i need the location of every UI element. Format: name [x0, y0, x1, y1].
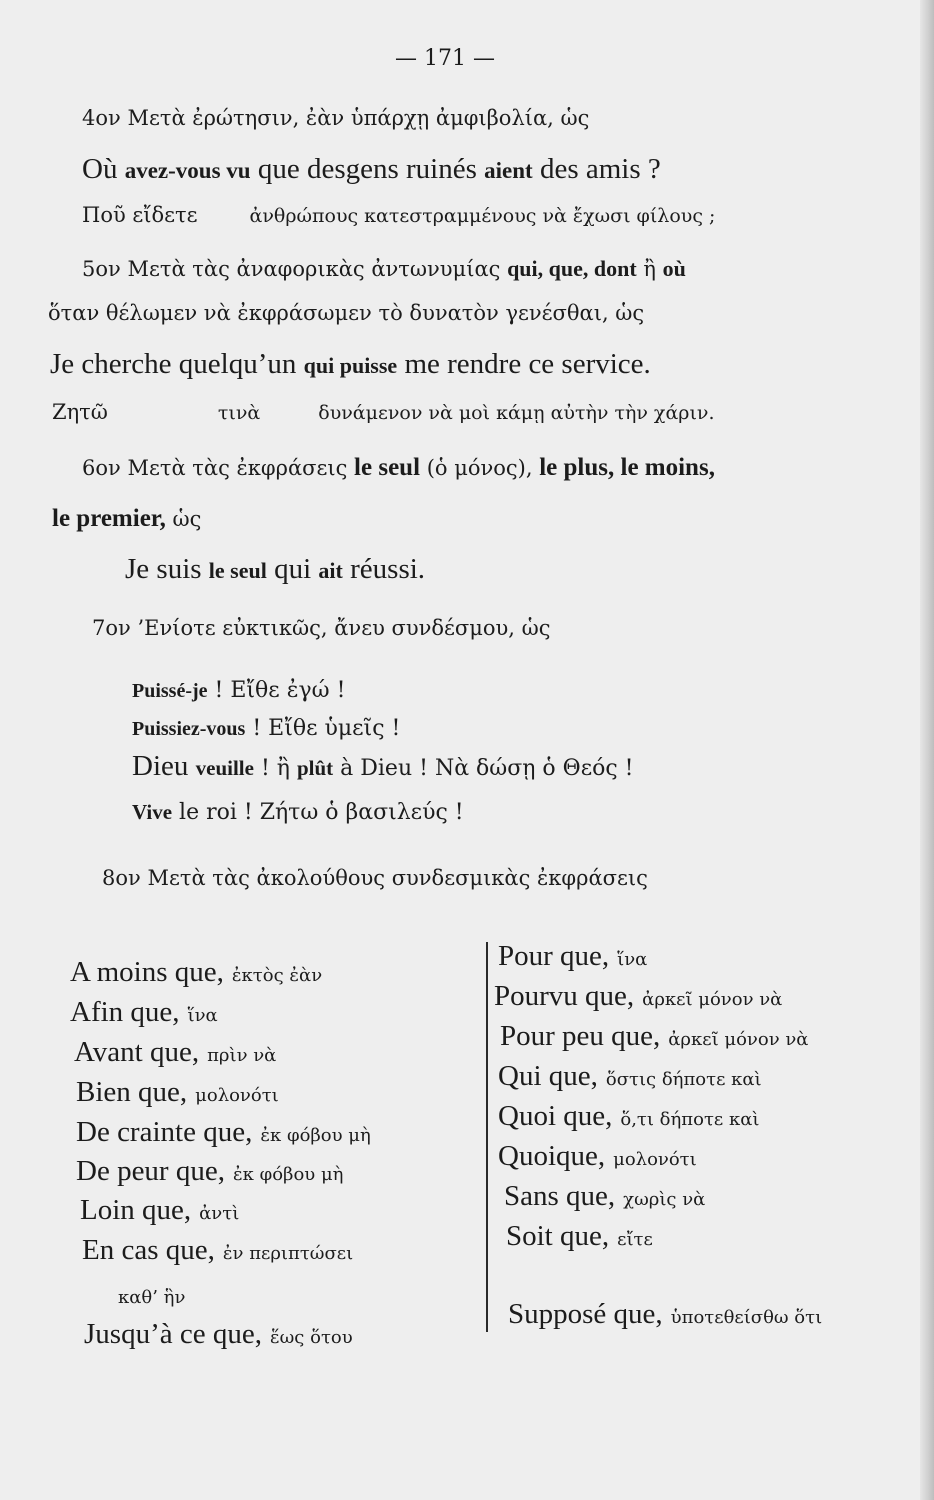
- rule6-heading: [82, 455, 715, 480]
- conjunction-greek: ἐκτὸς ἐὰν: [231, 965, 323, 986]
- conjunction-greek: ἐκ φόβου μὴ: [260, 1125, 371, 1146]
- rule7-ex2-rest: ! Εἴθε ὑμεῖς !: [245, 716, 401, 741]
- conjunction-right-0: [498, 942, 647, 971]
- rule7-ex4-rest: le roi ! Ζήτω ὁ βασιλεύς !: [172, 800, 464, 825]
- rule7-ex1-rest: ! Εἴθε ἐγώ !: [207, 678, 346, 703]
- rule7-example-1: [132, 678, 345, 702]
- conjunction-right-2: [500, 1022, 808, 1051]
- conjunction-greek: ἵνα: [617, 949, 648, 970]
- rule5-heading-c: ἢ: [636, 257, 663, 281]
- rule7-example-2: [132, 716, 400, 740]
- page-edge-shadow: [920, 0, 934, 1500]
- conjunction-right-1: [494, 982, 782, 1011]
- rule7-ex3-a: Dieu: [132, 750, 196, 782]
- conjunction-left-5: [76, 1157, 343, 1186]
- rule6-french-example: [125, 555, 425, 584]
- rule5-fr-bold-subjunctive: qui puisse: [303, 353, 398, 378]
- conjunction-french: Loin que,: [80, 1194, 192, 1226]
- conjunction-french: De crainte que,: [76, 1116, 253, 1148]
- rule4-fr-e: des amis ?: [532, 153, 661, 185]
- conjunction-french: Pour peu que,: [500, 1020, 661, 1052]
- rule4-greek-translation: [82, 205, 715, 226]
- conjunction-right-4: [498, 1102, 759, 1131]
- conjunction-greek: ὅ,τι δήποτε καὶ: [620, 1109, 760, 1130]
- rule6-heading-le-plus: le plus, le moins,: [539, 454, 715, 481]
- conjunction-french: Sans que,: [504, 1180, 616, 1212]
- conjunction-greek: ἀρκεῖ μόνον νὰ: [642, 989, 783, 1010]
- rule5-fr-a: Je cherche quelqu’un: [50, 348, 304, 380]
- rule5-gr-a: Ζητῶ: [52, 400, 108, 424]
- conjunction-greek: ὑποτεθείσθω ὅτι: [670, 1307, 823, 1328]
- rule5-greek-translation: [52, 402, 714, 423]
- rule4-fr-c: que desgens ruinés: [250, 153, 485, 185]
- conjunction-left-7: [82, 1236, 353, 1265]
- rule7-ex4-bold-vive: Vive: [132, 800, 173, 824]
- rule4-fr-bold-aient: aient: [484, 158, 533, 183]
- conjunction-greek: πρὶν νὰ: [207, 1045, 277, 1066]
- rule6-heading-line2: [52, 506, 201, 531]
- conjunction-french: Qui que,: [498, 1060, 598, 1092]
- rule6-fr-bold-ait: ait: [318, 558, 343, 583]
- conjunction-french: Quoique,: [498, 1140, 606, 1172]
- rule5-heading-pronouns: qui, que, dont: [507, 256, 637, 281]
- conjunction-greek: ἕως ὅτου: [269, 1327, 353, 1348]
- conjunction-right-6: [504, 1182, 705, 1211]
- conjunction-french: Avant que,: [74, 1036, 200, 1068]
- conjunction-french: Pourvu que,: [494, 980, 635, 1012]
- conjunction-greek: μολονότι: [613, 1149, 697, 1170]
- page-number: — 171 —: [395, 46, 495, 71]
- conjunction-left-0: [70, 958, 322, 987]
- conjunction-greek: χωρὶς νὰ: [623, 1189, 706, 1210]
- conjunction-greek: εἴτε: [617, 1229, 653, 1250]
- rule7-ex3-bold-veuille: veuille: [195, 756, 254, 780]
- conjunction-right-3: [498, 1062, 762, 1091]
- rule8-heading: 8ον Μετὰ τὰς ἀκολούθους συνδεσμικὰς ἐκφράσεις: [102, 866, 648, 890]
- conjunction-greek: ἵνα: [187, 1005, 218, 1026]
- rule5-heading-line2: ὅταν θέλωμεν νὰ ἐκφράσωμεν τὸ δυνατὸν γενέσθαι, ὡς: [48, 301, 645, 325]
- conjunction-greek: ἐκ φόβου μὴ: [232, 1164, 344, 1185]
- conjunction-french: Quoi que,: [498, 1100, 613, 1132]
- rule6-fr-a: Je suis: [125, 553, 209, 585]
- rule5-heading-ou: où: [662, 256, 686, 281]
- rule4-fr-a: Où: [82, 153, 125, 185]
- conjunction-right-5: [498, 1142, 697, 1171]
- rule6-heading-c: (ὁ μόνος),: [420, 456, 540, 480]
- rule6-heading-le-seul: le seul: [354, 454, 421, 481]
- conjunction-greek: ἀρκεῖ μόνον νὰ: [668, 1029, 809, 1050]
- conjunction-left-4: [76, 1118, 371, 1147]
- conjunction-left-2: [74, 1038, 276, 1067]
- rule7-heading: 7ον ’Ενίοτε εὐκτικῶς, ἄνευ συνδέσμου, ὡς: [92, 616, 551, 640]
- rule4-gr-b: ἀνθρώπους κατεστραμμένους νὰ ἔχωσι φίλους ;: [249, 205, 716, 227]
- rule5-fr-c: me rendre ce service.: [397, 348, 651, 380]
- rule6-heading-a: 6ον Μετὰ τὰς ἐκφράσεις: [82, 456, 355, 480]
- rule4-french-example: [82, 155, 661, 184]
- rule5-gr-b: τινὰ: [217, 402, 261, 424]
- rule6-fr-e: réussi.: [342, 553, 426, 585]
- conjunction-right-8: [508, 1300, 822, 1329]
- conjunction-greek: καθ’ ἣν: [118, 1287, 186, 1308]
- rule7-ex3-e: à Dieu ! Νὰ δώσῃ ὁ Θεός !: [333, 756, 634, 781]
- rule4-fr-bold-verb: avez-vous vu: [124, 158, 251, 183]
- rule4-heading: 4ον Μετὰ ἐρώτησιν, ἐὰν ὑπάρχῃ ἀμφιβολία, ὡς: [82, 106, 590, 130]
- rule5-gr-c: δυνάμενον νὰ μοὶ κάμῃ αὐτὴν τὴν χάριν.: [318, 402, 715, 424]
- conjunction-greek: μολονότι: [195, 1085, 279, 1106]
- column-divider: [486, 942, 488, 1332]
- conjunction-french: Afin que,: [70, 996, 180, 1028]
- conjunction-french: Pour que,: [498, 940, 610, 972]
- conjunction-greek: ἐν περιπτώσει: [222, 1243, 354, 1264]
- rule7-ex1-bold: Puissé-je: [132, 680, 208, 702]
- rule5-french-example: [50, 350, 651, 379]
- rule5-heading-a: 5ον Μετὰ τὰς ἀναφορικὰς ἀντωνυμίας: [82, 257, 508, 281]
- conjunction-french: Bien que,: [76, 1076, 188, 1108]
- conjunction-left-1: [70, 998, 218, 1027]
- rule7-example-4: [132, 796, 464, 825]
- rule7-ex2-bold: Puissiez-vous: [132, 718, 246, 740]
- rule6-heading2-b: ὡς: [165, 507, 202, 531]
- conjunction-french: A moins que,: [70, 956, 224, 988]
- conjunction-french: En cas que,: [82, 1234, 215, 1266]
- rule7-ex3-bold-plut: plût: [296, 756, 334, 780]
- rule7-example-3: [132, 752, 634, 781]
- rule5-heading: [82, 258, 686, 280]
- rule6-fr-bold-le-seul: le seul: [208, 558, 267, 583]
- conjunction-left-9: [84, 1320, 353, 1349]
- conjunction-greek: ὅστις δήποτε καὶ: [605, 1069, 762, 1090]
- conjunction-left-6: [80, 1196, 239, 1225]
- conjunction-left-8: [110, 1280, 185, 1309]
- rule4-gr-a: Ποῦ εἴδετε: [82, 203, 198, 227]
- conjunction-french: Jusqu’à ce que,: [84, 1318, 262, 1350]
- conjunction-right-7: [506, 1222, 653, 1251]
- rule6-heading-le-premier: le premier,: [52, 505, 166, 532]
- conjunction-french: De peur que,: [76, 1155, 225, 1187]
- conjunction-greek: ἀντὶ: [199, 1203, 240, 1224]
- conjunction-left-3: [76, 1078, 279, 1107]
- conjunction-french: Soit que,: [506, 1220, 610, 1252]
- conjunction-french: Supposé que,: [508, 1298, 663, 1330]
- rule7-ex3-c: ! ἢ: [253, 756, 297, 781]
- rule6-fr-c: qui: [266, 553, 319, 585]
